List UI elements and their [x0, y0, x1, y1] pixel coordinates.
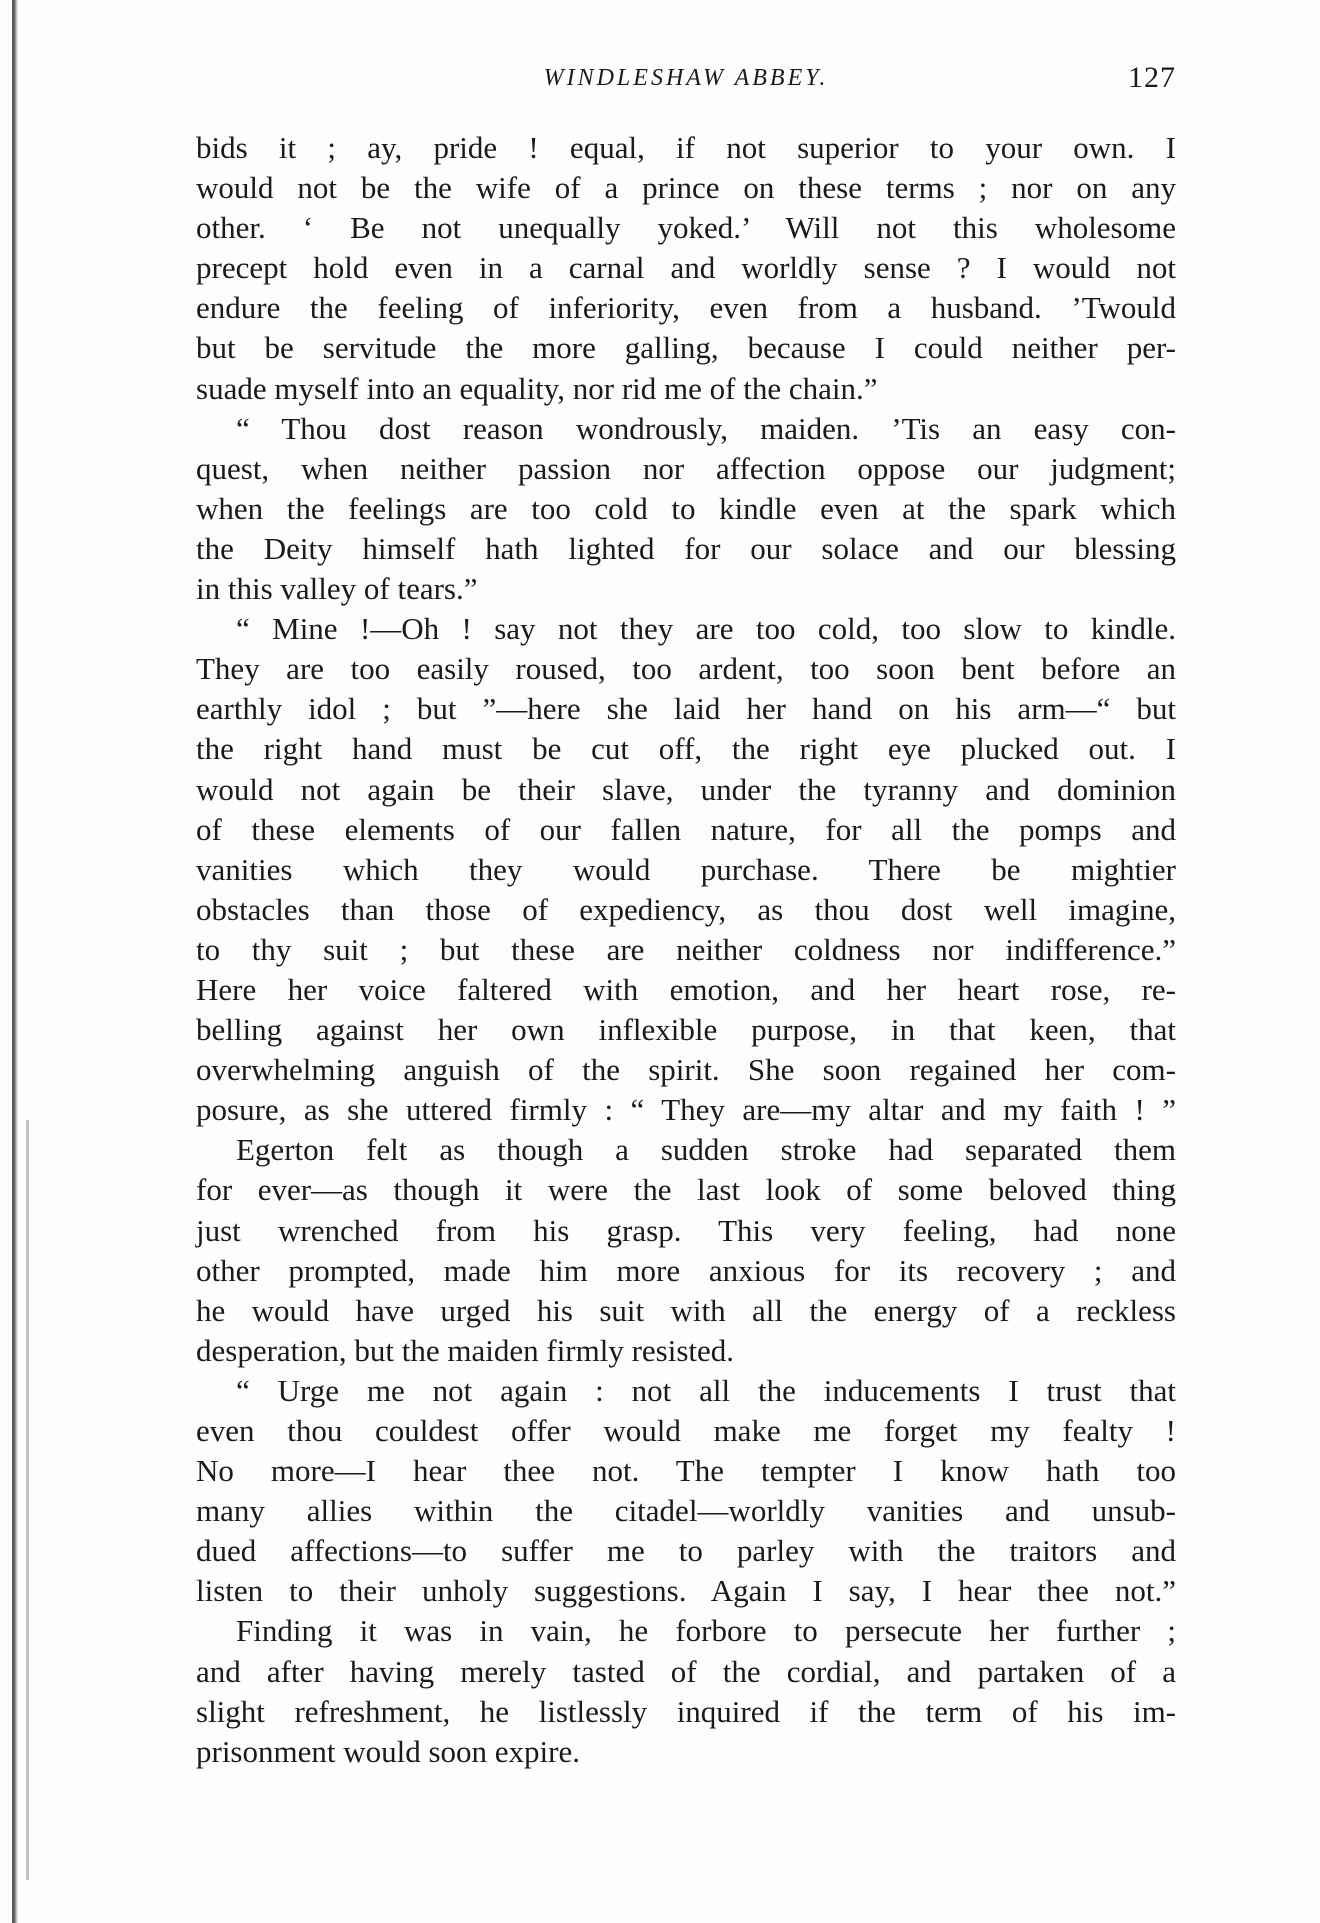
text-line: for ever—as though it were the last look of some beloved thing	[196, 1172, 1176, 1208]
text-line: but be servitude the more galling, because I could neither per-	[196, 330, 1176, 366]
text-line: obstacles than those of expediency, as thou dost well imagine,	[196, 891, 1176, 927]
text-line: listen to their unholy suggestions. Again I say, I hear thee not.”	[196, 1573, 1176, 1609]
text-line: desperation, but the maiden firmly resisted.	[196, 1332, 735, 1368]
text-line: vanities which they would purchase. There be mightier	[196, 851, 1176, 887]
text-line: even thou couldest offer would make me forget my fealty !	[196, 1413, 1176, 1448]
page-binding-shadow	[26, 1120, 29, 1880]
text-line: “ Urge me not again : not all the inducements I trust that	[236, 1372, 1176, 1408]
text-line: to thy suit ; but these are neither coldness nor indifference.”	[196, 931, 1176, 967]
text-line: just wrenched from his grasp. This very feeling, had none	[196, 1212, 1176, 1248]
text-line: Egerton felt as though a sudden stroke had separated them	[236, 1132, 1176, 1168]
text-line: belling against her own inflexible purpose, in that keen, that	[196, 1012, 1176, 1048]
text-line: other prompted, made him more anxious for its recovery ; and	[196, 1252, 1176, 1288]
text-line: endure the feeling of inferiority, even from a husband. ’Twould	[196, 290, 1176, 326]
text-line: Finding it was in vain, he forbore to persecute her further ;	[236, 1613, 1176, 1649]
text-line: “ Mine !—Oh ! say not they are too cold, too slow to kindle.	[236, 611, 1176, 647]
running-title: WINDLESHAW ABBEY.	[543, 65, 829, 91]
text-line: would not be the wife of a prince on these terms ; nor on any	[196, 170, 1176, 206]
text-line: when the feelings are too cold to kindle even at the spark which	[196, 490, 1176, 526]
text-line: No more—I hear thee not. The tempter I know hath too	[196, 1453, 1176, 1489]
text-line: quest, when neither passion nor affection oppose our judgment;	[196, 450, 1176, 486]
text-line: and after having merely tasted of the cordial, and partaken of a	[196, 1653, 1176, 1689]
text-line: other. ‘ Be not unequally yoked.’ Will not this wholesome	[196, 210, 1176, 246]
text-line: many allies within the citadel—worldly vanities and unsub-	[196, 1493, 1176, 1529]
text-line: the right hand must be cut off, the right eye plucked out. I	[196, 731, 1176, 767]
text-line: slight refreshment, he listlessly inquired if the term of his im-	[196, 1693, 1176, 1729]
text-line: precept hold even in a carnal and worldly sense ? I would not	[196, 250, 1176, 286]
text-line: overwhelming anguish of the spirit. She soon regained her com-	[196, 1052, 1176, 1088]
running-head	[196, 58, 1176, 98]
text-line: prisonment would soon expire.	[196, 1733, 581, 1769]
text-line: in this valley of tears.”	[196, 571, 478, 607]
text-line: of these elements of our fallen nature, for all the pomps and	[196, 811, 1176, 847]
text-line: bids it ; ay, pride ! equal, if not superior to your own. I	[196, 130, 1176, 165]
text-line: he would have urged his suit with all the energy of a reckless	[196, 1292, 1176, 1328]
page-binding-edge	[12, 0, 20, 1923]
text-line: suade myself into an equality, nor rid me of the chain.”	[196, 370, 878, 406]
text-line: would not again be their slave, under the tyranny and dominion	[196, 771, 1176, 807]
text-line: posure, as she uttered firmly : “ They are—my altar and my faith ! ”	[196, 1092, 1176, 1128]
text-line: “ Thou dost reason wondrously, maiden. ’Tis an easy con-	[236, 410, 1176, 446]
text-line: Here her voice faltered with emotion, and her heart rose, re-	[196, 971, 1176, 1007]
text-line: They are too easily roused, too ardent, too soon bent before an	[196, 651, 1176, 687]
text-line: earthly idol ; but ”—here she laid her hand on his arm—“ but	[196, 691, 1176, 727]
text-line: dued affections—to suffer me to parley with the traitors and	[196, 1533, 1176, 1569]
page-number: 127	[1128, 61, 1176, 94]
text-line: the Deity himself hath lighted for our solace and our blessing	[196, 530, 1176, 566]
body-text	[196, 128, 1176, 1772]
